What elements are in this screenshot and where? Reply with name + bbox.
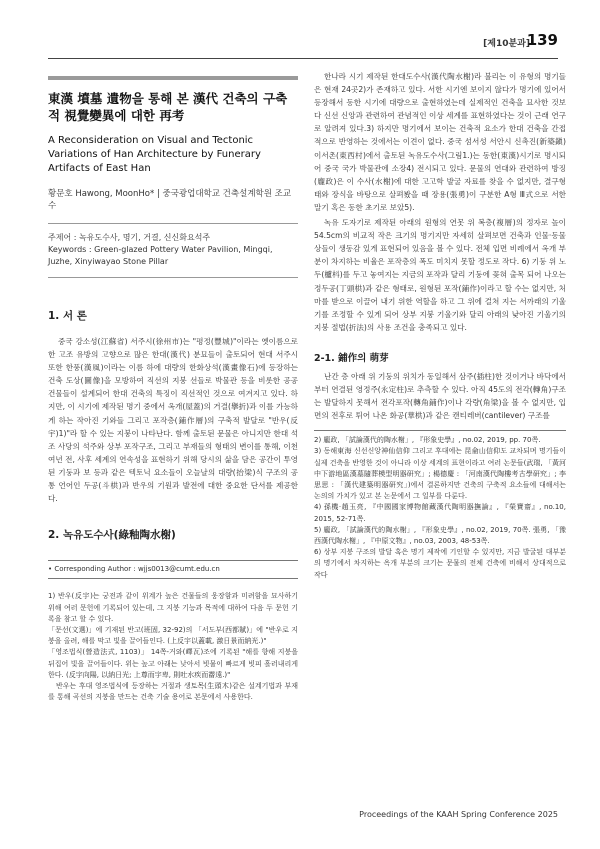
keywords-ko: 주제어 : 녹유도수사, 명기, 거결, 신신화요석주 [48,233,211,242]
header-rule [48,58,558,59]
footnote-item: 6) 상부 지붕 구조의 발달 혹은 명기 제작에 기인할 수 있지만, 지금 발굴된 대부분의 명기에서 차지하는 옥개 부분의 크기는 문물의 전체 건축에 비해서 상대적으로 작다 [314,548,566,579]
footnote-item: 「문선(文選)」에 기재된 반고(班固, 32-92)의 「서도부(西都賦)」에 "반우로 지붕을 올려, 해를 막고 빛을 끌어들인다. (上反宇以蓋載, 激日景而納光.)" [48,626,298,646]
title-accent-bar [48,76,298,80]
body-paragraph: 난간 층 아래 위 기둥의 위치가 동일해서 삼주(插柱)한 것이거나 바닥에서부터 연결된 영정주(永定柱)로 추측할 수 있다. 아직 45도의 전각(轉角)구조는 발달하지 못해서 전각포작(轉角鋪作)이나 각량(角梁)을 볼 수 없지만, 입면의 전후로 튀어 나온 화공(華栱)과 같은 캔티레버(cantilever) 구조를 [314,371,566,421]
footnote-item: 1) 반우(反宇)는 궁전과 같이 위계가 높은 건물들의 웅장함과 미려함을 묘사하기 위해 여러 문헌에 기록되어 있는데, 그 지붕 기능과 목적에 대하여 다음 두 문헌 기록을 참고 할 수 있다. [48,592,298,623]
footnote-rule [314,430,566,431]
footnote-item: 4) 孫機·趙玉亮, 『中國國家博物館藏漢代陶明器撫論』, 『榮寶齋』, no.10, 2015, 52-71쪽. [314,503,566,523]
keywords-en: Keywords : Green-glazed Pottery Water Pavilion, Mingqi, Juzhe, Xinyiwayao Stone Pillar [48,245,273,266]
intro-paragraph: 중국 강소성(江蘇省) 서주시(徐州市)는 "평정(豐城)"이라는 옛이름으로 한 고조 유방의 고향으로 많은 한대(漢代) 분묘들이 출토되어 현대 서주시 또한 한풍(漢風)이라는 이름 하에 대량의 한화상석(漢畫像石)에 등장하는 건축 도상(圖像)을 모방하여 직선의 지붕 선들로 박물관 등을 비롯한 공공 건물들이 설계되어 한대 건축의 특징이 직선적인 것으로 여겨지고 있다. 하지만, 이 시기에 제작된 명기 중에서 옥개(屋蓋)의 거결(擧折)과 이를 가능하게 하는 작아진 기와들 그리고 포작층(鋪作層)의 구축적 발달로 "반우(反宇)1)"라 할 수 있는 지붕이 나타난다. 함께 출토된 문물은 아니지만 한대 석조 사당의 석주와 상부 포작구조, 그리고 부재들의 형태의 변이를 통해, 이천여년 전, 사후 세계의 연속성을 표현하기 위해 당시의 삶을 담은 공간이 투영된 기둥과 보 등과 같은 텍토닉 요소들이 오늘날의 대량(抬梁)식 구조의 공통 언어인 두공(斗栱)과 반우의 기원과 발전에 대한 중요한 단서를 제공한다. [48,337,298,504]
body-paragraph: 한나라 시기 제작된 한대도수사(漢代陶水榭)라 불리는 이 유형의 명기들은 현재 24곳2)가 존재하고 있다. 서한 시기엔 보이지 않다가 명기에 있어서 등장해서 동한 시기에 대량으로 출현하였는데 실제적인 건축을 묘사한 것보다 신선 신앙과 관련하여 관념적인 이상 세계를 표현하였다는 것이 근래 연구로 알려져 있다.3) 하지만 명기에서 보이는 건축적 요소가 한대 건축을 간접적으로 반영하는 것에서는 이견이 없다. 중국 섬서성 서안시 신촉진(新築鎭) 이서촌(東西村)에서 출토된 녹유도수사(그림1.)는 동한(東漢)시기로 명시되어 중국 국가 박물관에 소장4) 전시되고 있다. 문물의 연대와 관련하여 방징(龐政)은 이 수사(水榭)에 대한 고고학 발굴 자료를 찾을 수 없지만, 결구형태와 장식을 바탕으로 살펴봤을 때 장용(張勇)이 구분한 A형 Ⅲ式으로 서한 말기 혹은 동한 초기로 보았5). [314,72,566,212]
footnote-item: 「영조법식(營造法式, 1103)」 14쪽-거와(嶧瓦)조에 기록된 "해를 향해 지붕을 뒤집어 빛을 끌어들이다. 위는 높고 아래는 낮아서 빗물이 빠르게 빗피 흘러내리게 한다. (反宇向陽, 以納日光; 上尊而宇卑, 則吐水疾而霤遠.)" [48,648,298,679]
section-heading-intro: 1. 서 론 [48,310,87,322]
keywords-rule [48,223,298,224]
title-korean: 東漢 墳墓 遺物을 통해 본 漢代 건축의 구축적 視覺變異에 대한 再考 [48,91,288,123]
footnote-item: 5) 龐政, 「試論漢代的陶水榭」, 『形象史學』, no.02, 2019, 70쪽. 張勇, 「豫西漢代陶水榭」, 『中原文物』, no.03, 2003, 48-53쪽. [314,525,566,546]
corresponding-author: • Corresponding Author : wjjs0013@cumt.edu.cn [48,565,220,574]
section-tag: [제10분과] [483,39,530,49]
footnote-item: 반우는 후대 영조법식에 등장하는 거절과 생토목(生頭木)같은 설계기법과 부재를 통해 곡선의 지붕을 만드는 건축 기술 용어로 본문에서 사용한다. [48,682,298,702]
page-number: 139 [526,31,558,49]
footnote-rule [48,560,298,561]
footnote-rule-2 [48,578,298,579]
section-heading-2: 2. 녹유도수사(綠釉陶水榭) [48,529,176,542]
left-column [48,70,298,703]
keywords-rule-bottom [48,277,298,278]
title-english: A Reconsideration on Visual and Tectonic Variations of Han Architecture by Funerary Artifacts of East Han [48,135,261,174]
footer-proceedings: Proceedings of the KAAH Spring Conference 2025 [359,810,558,819]
authors: 황문호 Hawong, MoonHo* | 중국광업대학교 건축설계학원 조교수 [48,189,292,211]
right-column [314,70,566,581]
body-paragraph: 녹유 도자기로 제작된 아래의 원형의 연못 위 복층(複層)의 정자로 높이 54.5cm의 비교적 작은 크기의 명기지만 자세히 살펴보면 건축과 인물·동물상들이 생동감 있게 표현되어 있음을 볼 수 있다. 전체 입면 비례에서 옥개 부분이 차지하는 비율은 포작층의 폭도 미치지 못할 정도로 작다. 6) 기둥 위 노두(櫨枓)를 두고 놓여지는 지금의 포작과 달리 기둥에 꽂혀 출목 되어 나오는 정두공(丁頭栱)과 같은 형태로, 원형된 포작(鋪作)이라고 할 수는 없지만, 처마를 받으로 이끌어 내기 위한 역할을 하고 그 위에 걸쳐 지는 서까래의 기울기를 조정할 수 있게 되어 상부 지붕 기울기와 달리 아래의 낮아진 기울기의 지붕 절법(折法)의 사용 조건을 충족되고 있다. [314,218,566,332]
footnote-item: 3) 동해東海 신선신앙神仙信仰 그리고 후대에는 昆侖山信仰도 교차되며 명기들이 실제 건축을 반영한 것이 아니라 이상 세계의 표현이라고 여러 논문들(武瑞, 「黃河中下游地區漢墓隨葬模型明器研究」; 楊德慶 : 「河南漢代陶樓考古學研究」; 李思思 : 「漢代建築明器研究」)에서 결론하지만 건축의 구축적 요소들에 대해서는 논의의 가치가 있고 본 논문에서 그 일부를 다룬다. [314,447,566,501]
footnote-item: 2) 龐政, 「試論漢代的陶水榭」, 『形象史學』, no.02, 2019, pp. 70쪽. [314,436,541,445]
section-heading-2-1: 2-1. 鋪作의 萌芽 [314,352,389,364]
